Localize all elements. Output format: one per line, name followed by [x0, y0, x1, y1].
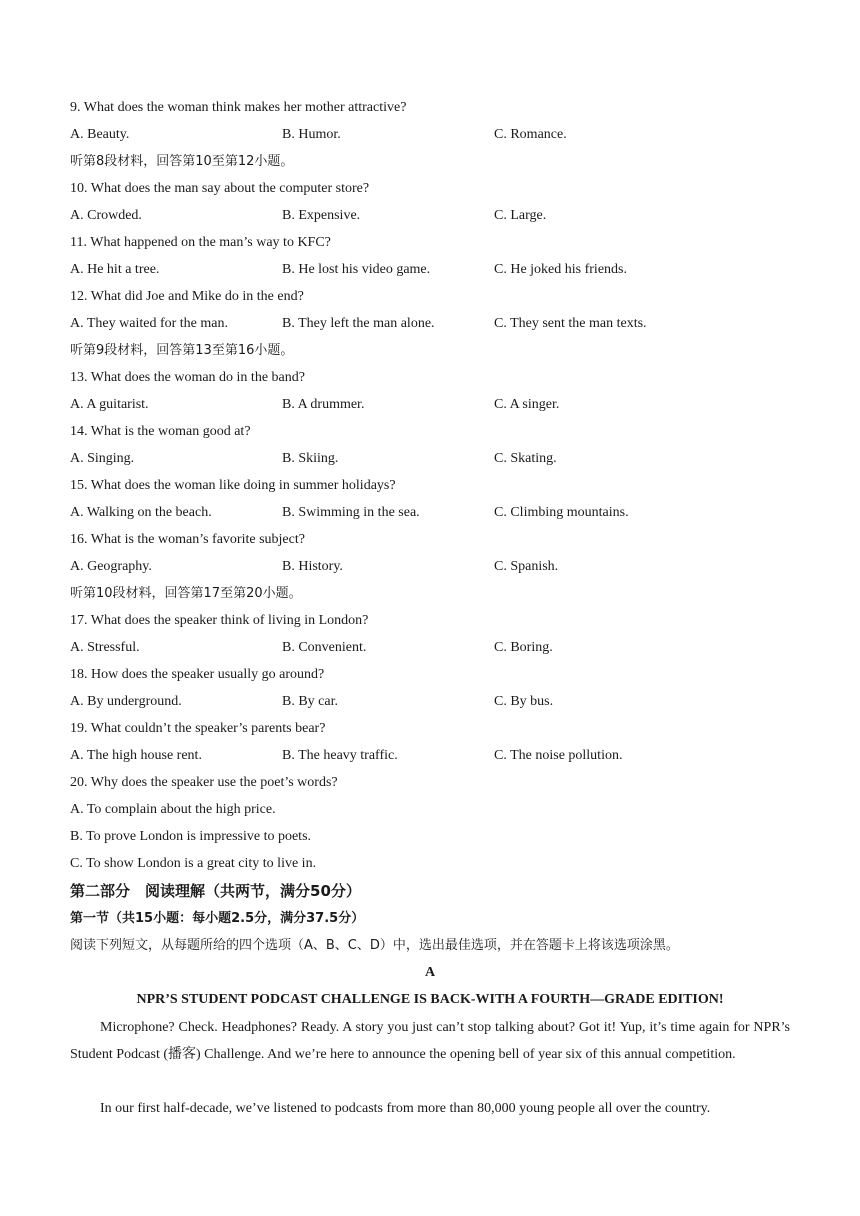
question-20: 20. Why does the speaker use the poet’s words?	[70, 775, 338, 790]
option-b: B. They left the man alone.	[282, 316, 435, 331]
option-a: A. Beauty.	[70, 127, 130, 142]
option-a: A. Singing.	[70, 451, 135, 466]
option-b: B. By car.	[282, 694, 338, 709]
option-b: B. The heavy traffic.	[282, 748, 398, 763]
section-one-heading: 第一节（共15小题：每小题2.5分，满分37.5分）	[70, 911, 365, 926]
option-c: C. Spanish.	[494, 559, 559, 574]
option-c: C. To show London is a great city to live in.	[70, 856, 317, 871]
option-b: B. History.	[282, 559, 343, 574]
option-c: C. He joked his friends.	[494, 262, 627, 277]
question-14: 14. What is the woman good at?	[70, 424, 251, 439]
listening-instruction-10: 听第10段材料，回答第17至第20小题。	[70, 586, 302, 601]
question-19: 19. What couldn’t the speaker’s parents bear?	[70, 721, 326, 736]
option-b: B. Convenient.	[282, 640, 367, 655]
option-c: C. Climbing mountains.	[494, 505, 629, 520]
question-9: 9. What does the woman think makes her mother attractive?	[70, 100, 407, 115]
question-11: 11. What happened on the man’s way to KFC?	[70, 235, 331, 250]
option-c: C. By bus.	[494, 694, 554, 709]
question-12: 12. What did Joe and Mike do in the end?	[70, 289, 304, 304]
question-16: 16. What is the woman’s favorite subject?	[70, 532, 305, 547]
passage-title: NPR’S STUDENT PODCAST CHALLENGE IS BACK-WITH A FOURTH—GRADE EDITION!	[136, 992, 724, 1007]
question-18: 18. How does the speaker usually go around?	[70, 667, 325, 682]
question-15: 15. What does the woman like doing in summer holidays?	[70, 478, 396, 493]
option-b: B. He lost his video game.	[282, 262, 431, 277]
option-a: A. He hit a tree.	[70, 262, 160, 277]
option-c: C. Large.	[494, 208, 547, 223]
option-a: A. A guitarist.	[70, 397, 149, 412]
passage-paragraph-1: Microphone? Check. Headphones? Ready. A story you just can’t stop talking about? Got it! Yup, it’s time again for NPR’s Student Podcast (播客) Challenge. And we’re here to announce the opening bell of year six of this annual competition.	[70, 1020, 790, 1062]
listening-instruction-9: 听第9段材料，回答第13至第16小题。	[70, 343, 294, 358]
option-a: A. By underground.	[70, 694, 182, 709]
option-a: A. Crowded.	[70, 208, 142, 223]
question-17: 17. What does the speaker think of living in London?	[70, 613, 369, 628]
option-c: C. They sent the man texts.	[494, 316, 647, 331]
option-c: C. Skating.	[494, 451, 557, 466]
option-a: A. Walking on the beach.	[70, 505, 212, 520]
option-b: B. Skiing.	[282, 451, 339, 466]
option-b: B. Swimming in the sea.	[282, 505, 420, 520]
passage-paragraph-2: In our first half-decade, we’ve listened to podcasts from more than 80,000 young people all over the country.	[100, 1101, 711, 1116]
reading-directions: 阅读下列短文，从每题所给的四个选项（A、B、C、D）中，选出最佳选项，并在答题卡上将该选项涂黑。	[70, 938, 679, 953]
question-13: 13. What does the woman do in the band?	[70, 370, 305, 385]
option-b: B. A drummer.	[282, 397, 365, 412]
option-c: C. The noise pollution.	[494, 748, 623, 763]
option-a: A. They waited for the man.	[70, 316, 228, 331]
option-a: A. To complain about the high price.	[70, 802, 276, 817]
option-b: B. Expensive.	[282, 208, 361, 223]
option-b: B. To prove London is impressive to poets.	[70, 829, 312, 844]
option-c: C. Romance.	[494, 127, 567, 142]
option-a: A. The high house rent.	[70, 748, 202, 763]
passage-label: A	[424, 965, 436, 980]
option-a: A. Stressful.	[70, 640, 140, 655]
option-c: C. A singer.	[494, 397, 560, 412]
part-two-heading: 第二部分 阅读理解（共两节，满分50分）	[70, 882, 361, 900]
option-a: A. Geography.	[70, 559, 152, 574]
option-c: C. Boring.	[494, 640, 553, 655]
listening-instruction-8: 听第8段材料，回答第10至第12小题。	[70, 154, 294, 169]
option-b: B. Humor.	[282, 127, 341, 142]
question-10: 10. What does the man say about the computer store?	[70, 181, 370, 196]
